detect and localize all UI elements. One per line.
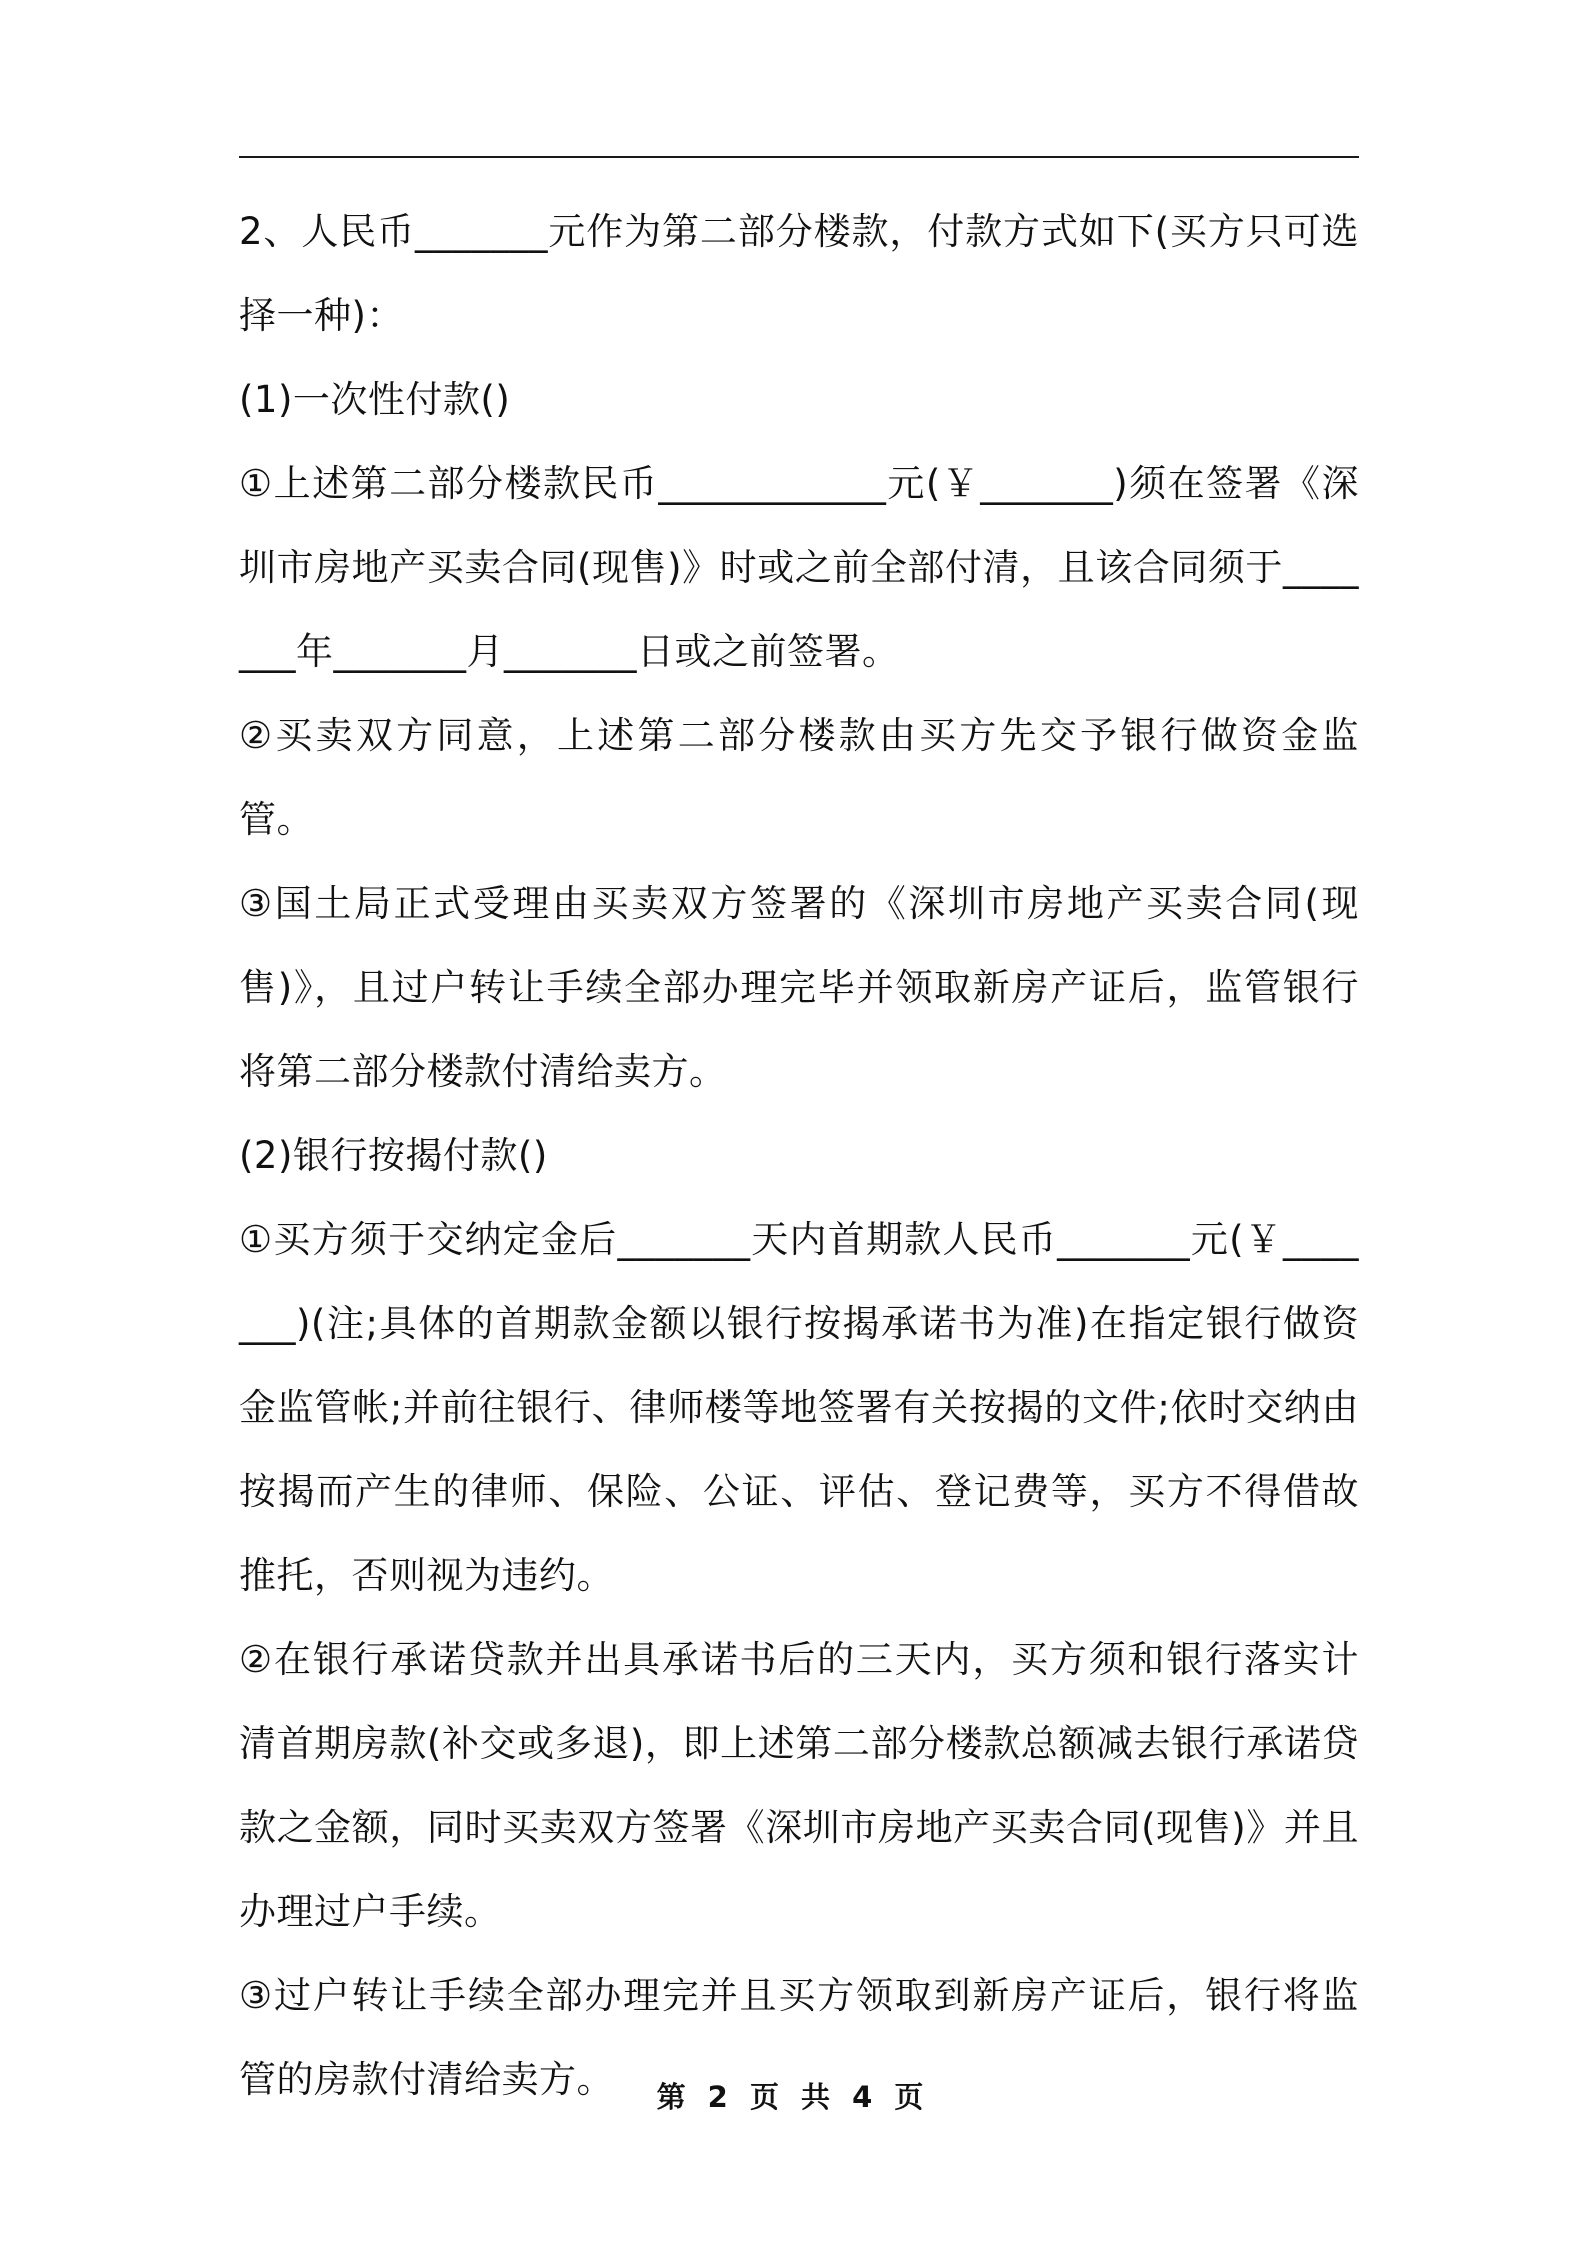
option-mortgage-heading: (2)银行按揭付款()	[239, 1134, 548, 1177]
mortgage-clause-2: ②在银行承诺贷款并出具承诺书后的三天内，买方须和银行落实计清首期房款(补交或多退)，即上述第二部分楼款总额减去银行承诺贷款之金额，同时买卖双方签署《深圳市房地产买卖合同(现售)》并且办理过户手续。	[239, 1638, 1359, 1933]
option-lump-sum-heading: (1)一次性付款()	[239, 378, 511, 421]
header-divider	[239, 156, 1359, 158]
document-body	[239, 190, 1359, 2122]
payment-amount-paragraph: 2、人民币_______元作为第二部分楼款，付款方式如下(买方只可选择一种)：	[239, 210, 1359, 337]
page-number: 第 2 页 共 4 页	[656, 2080, 930, 2114]
lump-sum-clause-2: ②买卖双方同意，上述第二部分楼款由买方先交予银行做资金监管。	[239, 714, 1359, 841]
mortgage-clause-3: ③过户转让手续全部办理完并且买方领取到新房产证后，银行将监管的房款付清给卖方。	[239, 1974, 1359, 2101]
lump-sum-clause-3: ③国土局正式受理由买卖双方签署的《深圳市房地产买卖合同(现售)》，且过户转让手续全部办理完毕并领取新房产证后，监管银行将第二部分楼款付清给卖方。	[239, 882, 1359, 1093]
mortgage-clause-1: ①买方须于交纳定金后_______天内首期款人民币_______元(￥_______)(注;具体的首期款金额以银行按揭承诺书为准)在指定银行做资金监管帐;并前往银行、律师楼等地签署有关按揭的文件;依时交纳由按揭而产生的律师、保险、公证、评估、登记费等，买方不得借故推托，否则视为违约。	[239, 1218, 1359, 1597]
lump-sum-clause-1: ①上述第二部分楼款民币____________元(￥_______)须在签署《深圳市房地产买卖合同(现售)》时或之前全部付清，且该合同须于_______年_______月_______日或之前签署。	[239, 462, 1359, 673]
